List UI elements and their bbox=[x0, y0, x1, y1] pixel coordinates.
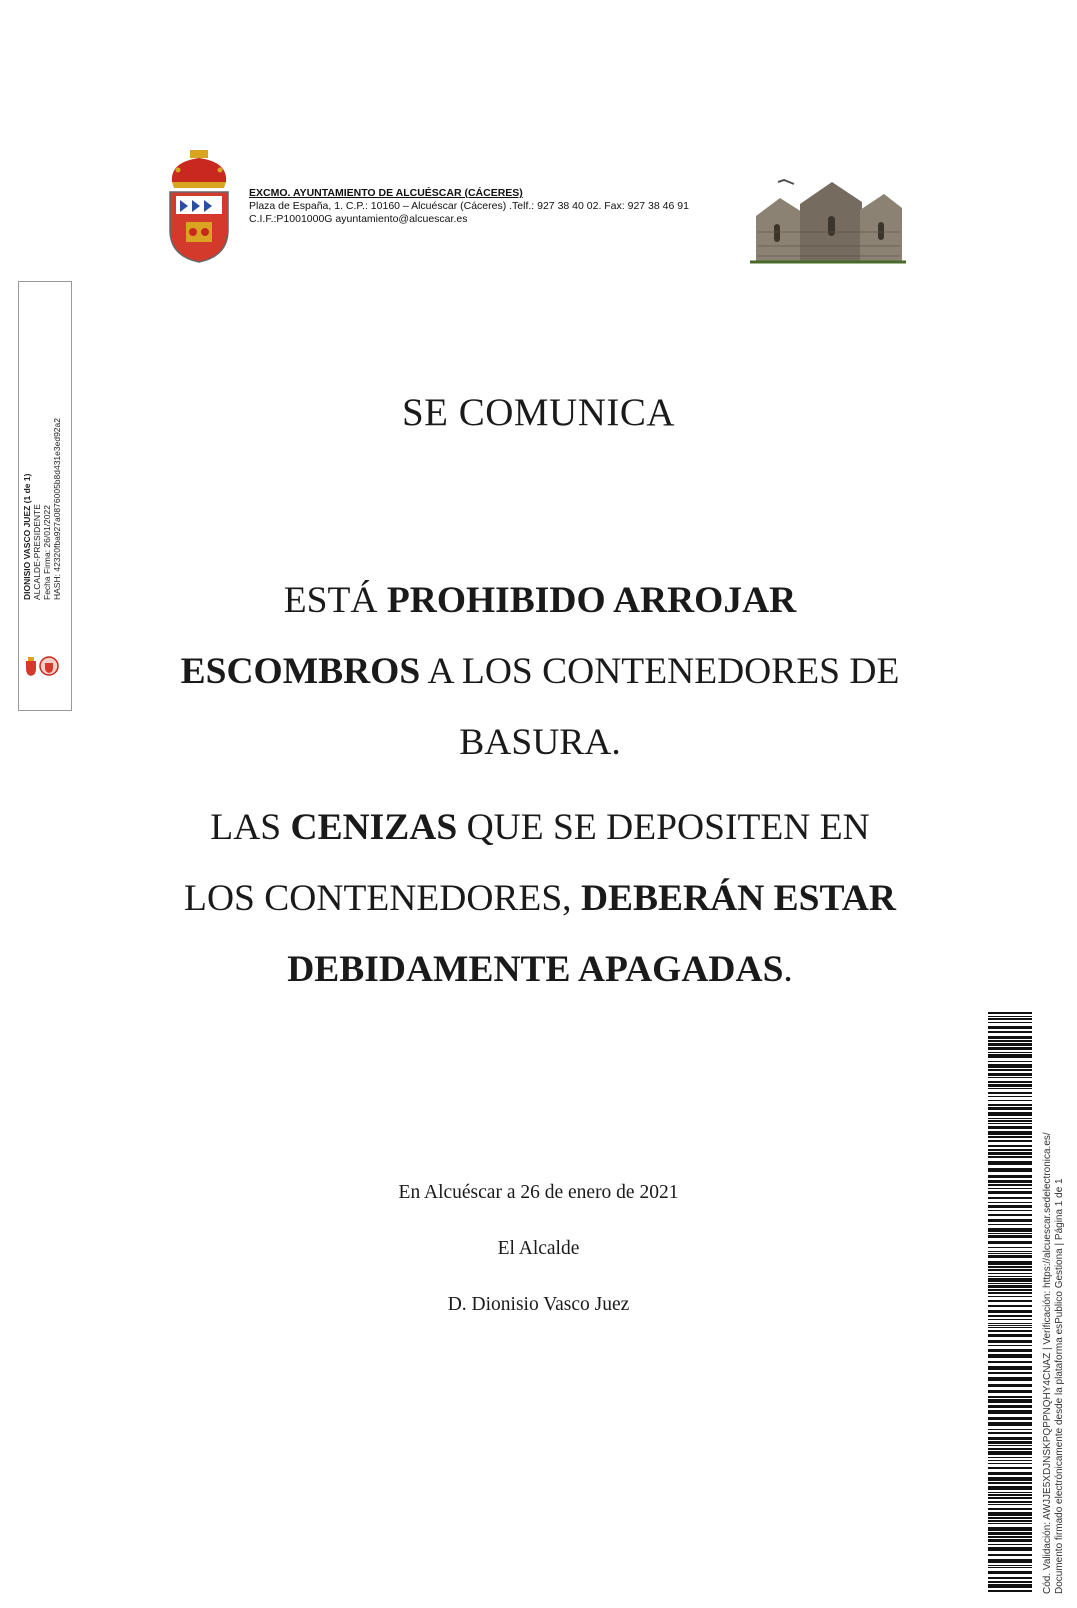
cif-line: C.I.F.:P1001000G ayuntamiento@alcuescar.es bbox=[249, 213, 468, 225]
bold-segment: PROHIBIDO ARROJAR bbox=[386, 580, 797, 621]
validation-code: Cód. Validación: AWJJE5XDJNSKPQPPNQHY4CNAZ | Verificación: https://alcuescar.sedelectronica.es/ bbox=[1042, 1132, 1053, 1594]
bold-segment: CENIZAS bbox=[290, 807, 458, 848]
text-segment: QUE SE DEPOSITEN EN bbox=[457, 807, 870, 848]
text-segment: ESTÁ bbox=[283, 580, 387, 621]
barcode-icon bbox=[988, 1012, 1032, 1592]
bold-segment: DEBIDAMENTE APAGADAS bbox=[287, 949, 784, 990]
notice-paragraph-1 bbox=[120, 565, 960, 778]
signer-role: ALCALDE-PRESIDENTE bbox=[32, 504, 42, 600]
church-photo bbox=[750, 176, 906, 264]
signer-title: El Alcalde bbox=[497, 1238, 580, 1259]
seal-icon bbox=[24, 655, 62, 677]
text-segment: LOS CONTENEDORES, bbox=[184, 878, 581, 919]
address-line: Plaza de España, 1. C.P.: 10160 – Alcuéscar (Cáceres) .Telf.: 927 38 40 02. Fax: 927 38 46 91 bbox=[249, 200, 689, 212]
text-segment: LAS bbox=[210, 807, 291, 848]
bold-segment: ESCOMBROS bbox=[180, 651, 421, 692]
signer-full-name: D. Dionisio Vasco Juez bbox=[447, 1294, 630, 1315]
letterhead bbox=[0, 0, 1077, 280]
text-segment: A LOS CONTENEDORES DE bbox=[420, 651, 900, 692]
notice-body bbox=[120, 565, 960, 1005]
signature-date: Fecha Firma: 26/01/2022 bbox=[42, 505, 52, 600]
letterhead-text bbox=[249, 187, 689, 226]
institution-name: EXCMO. AYUNTAMIENTO DE ALCUÉSCAR (CÁCERES) bbox=[249, 187, 523, 199]
bold-segment: DEBERÁN ESTAR bbox=[580, 878, 896, 919]
notice-paragraph-2 bbox=[120, 792, 960, 1005]
text-segment: . bbox=[783, 949, 793, 990]
coat-of-arms-icon bbox=[166, 148, 232, 264]
validation-note: Documento firmado electrónicamente desde la plataforma esPublico Gestiona | Página 1 de 1 bbox=[1054, 1178, 1065, 1594]
place-date: En Alcuéscar a 26 de enero de 2021 bbox=[398, 1182, 679, 1203]
text-segment: BASURA. bbox=[459, 722, 621, 763]
signature-hash: HASH: 42320fba927a0876005b8d431e3ed92a2 bbox=[52, 418, 62, 600]
validation-text bbox=[1042, 1014, 1066, 1594]
page-title: SE COMUNICA bbox=[401, 391, 676, 434]
signer-name: DIONISIO VASCO JUEZ (1 de 1) bbox=[22, 473, 32, 600]
